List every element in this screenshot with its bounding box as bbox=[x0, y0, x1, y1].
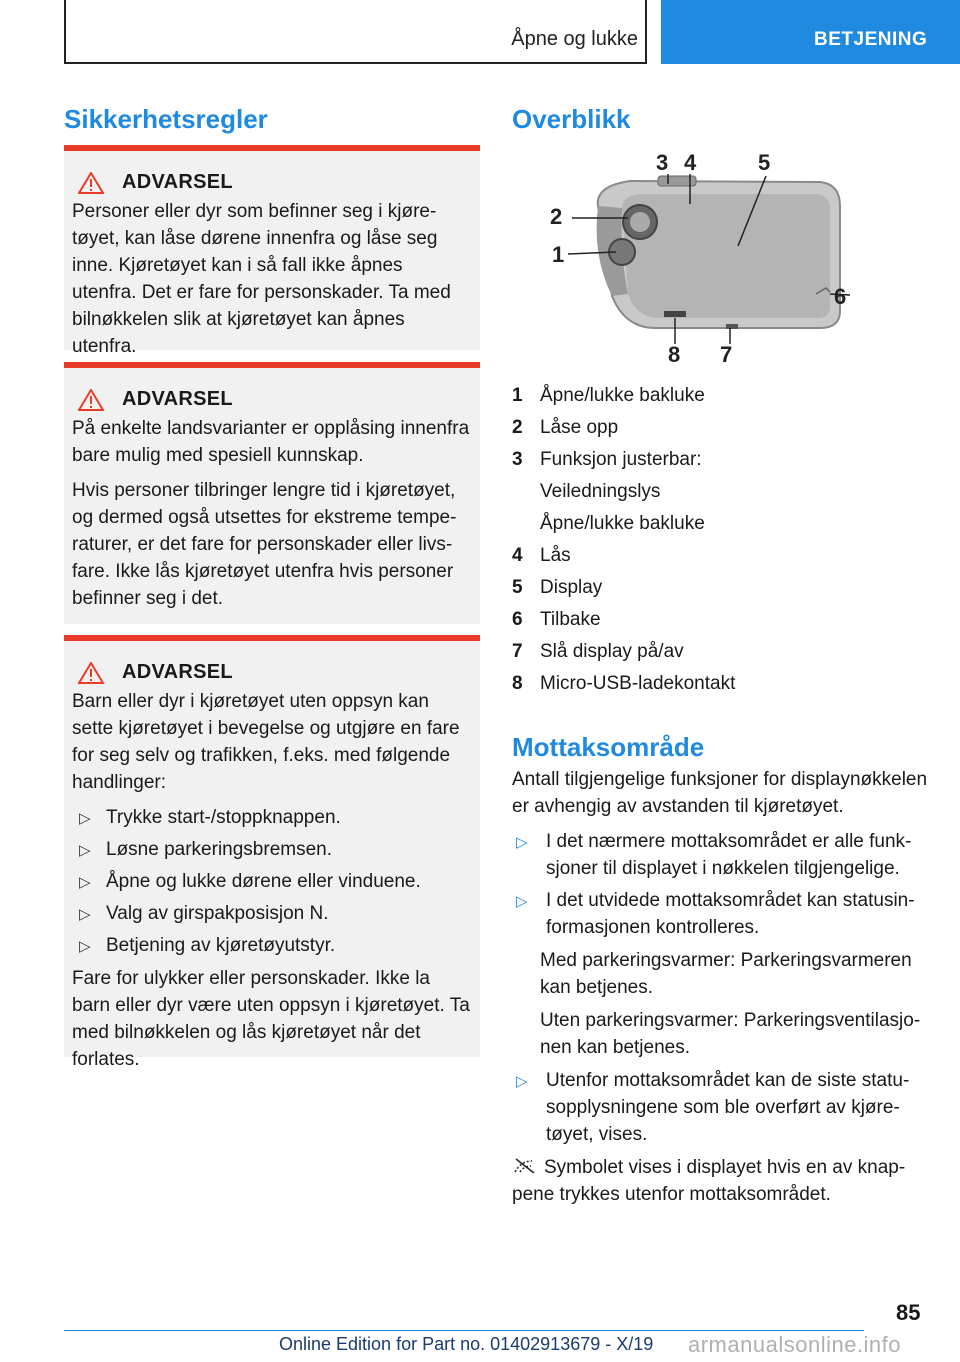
footer-edition: Online Edition for Part no. 01402913679 - X/19 bbox=[279, 1334, 654, 1354]
display-key-illustration bbox=[540, 146, 850, 372]
warning-title: ADVARSEL bbox=[122, 171, 233, 193]
range-list bbox=[512, 828, 932, 941]
warning-title: ADVARSEL bbox=[122, 661, 233, 683]
legend-item: 3 Funksjon justerbar: bbox=[512, 449, 702, 470]
list-item: ▷ Åpne og lukke dørene eller vinduene. bbox=[72, 868, 470, 895]
legend-item: 2 Låse opp bbox=[512, 417, 619, 438]
warning-box-3 bbox=[64, 635, 480, 1070]
figure-legend bbox=[512, 380, 932, 700]
legend-item: 1 Åpne/lukke bakluke bbox=[512, 385, 705, 406]
list-item: ▷ Valg av girspakposisjon N. bbox=[72, 900, 470, 927]
warning-title: ADVARSEL bbox=[122, 388, 233, 410]
header-chapter-title: BETJENING bbox=[814, 29, 928, 50]
triangle-bullet-icon: ▷ bbox=[516, 834, 528, 851]
section-heading-overview: Overblikk bbox=[512, 104, 631, 134]
warning-text: Hvis personer tilbringer lengre tid i kjøretøyet, og dermed også utsettes for ekstreme temperaturer, er det fare for personskader eller livsfare. Ikke lås kjøretøyet utenfra hvis personer befinner seg i det. bbox=[72, 480, 457, 609]
figure-label-8: 8 bbox=[668, 342, 681, 367]
triangle-bullet-icon: ▷ bbox=[79, 842, 91, 859]
reception-range-content bbox=[512, 766, 932, 1208]
triangle-bullet-icon: ▷ bbox=[79, 906, 91, 923]
no-signal-icon bbox=[512, 1157, 540, 1175]
triangle-bullet-icon: ▷ bbox=[79, 874, 91, 891]
triangle-bullet-icon: ▷ bbox=[516, 1073, 528, 1090]
range-list-cont bbox=[512, 1067, 932, 1148]
list-subitem: Med parkeringsvarmer: Parkeringsvarmeren kan betjenes. bbox=[540, 950, 912, 998]
list-item: ▷ Betjening av kjøretøyutstyr. bbox=[72, 932, 470, 959]
watermark: armanualsonline.info bbox=[688, 1332, 902, 1357]
figure-label-3: 3 bbox=[656, 150, 669, 175]
legend-item: 4 Lås bbox=[512, 545, 571, 566]
figure-label-2: 2 bbox=[550, 204, 563, 229]
warning-actions-list bbox=[72, 804, 470, 959]
list-subitem: Uten parkeringsvarmer: Parkeringsventilasjonen kan betjenes. bbox=[540, 1010, 921, 1058]
triangle-bullet-icon: ▷ bbox=[79, 810, 91, 827]
warning-triangle-icon bbox=[78, 389, 104, 411]
figure-label-1: 1 bbox=[552, 242, 565, 267]
figure-label-5: 5 bbox=[758, 150, 771, 175]
list-item: ▷ I det nærmere mottaksområdet er alle funksjoner til displayet i nøkkelen tilgjengelige. bbox=[516, 831, 912, 879]
warning-triangle-icon bbox=[78, 172, 104, 194]
list-item: ▷ I det utvidede mottaksområdet kan statusinformasjonen kontrolleres. bbox=[516, 890, 915, 938]
legend-subitem: Veiledningslys bbox=[540, 481, 661, 502]
warning-triangle-icon bbox=[78, 662, 104, 684]
legend-item: 8 Micro-USB-ladekontakt bbox=[512, 673, 736, 694]
figure-label-4: 4 bbox=[684, 150, 697, 175]
symbol-note: Symbolet vises i displayet hvis en av knappene trykkes utenfor mottaksområdet. bbox=[512, 1157, 906, 1205]
legend-subitem: Åpne/lukke bakluke bbox=[540, 513, 705, 534]
legend-item: 6 Tilbake bbox=[512, 609, 601, 630]
warning-box-2 bbox=[64, 362, 480, 624]
warning-box-1 bbox=[64, 145, 480, 357]
section-heading-safety: Sikkerhetsregler bbox=[64, 104, 268, 134]
intro-text: Antall tilgjengelige funksjoner for displaynøkkelen er avhengig av avstanden til kjøretøyet. bbox=[512, 769, 928, 817]
warning-text: Fare for ulykker eller personskader. Ikke la barn eller dyr være uten oppsyn i kjøretøyet. Ta med bilnøkkelen og lås kjøretøyet når det forlates. bbox=[72, 968, 470, 1070]
list-item: ▷ Løsne parkeringsbremsen. bbox=[72, 836, 470, 863]
warning-text: På enkelte landsvarianter er opplåsing innenfra bare mulig med spesiell kunnskap. bbox=[72, 418, 470, 466]
figure-label-6: 6 bbox=[834, 284, 847, 309]
triangle-bullet-icon: ▷ bbox=[516, 893, 528, 910]
footer-divider bbox=[64, 1330, 864, 1331]
triangle-bullet-icon: ▷ bbox=[79, 938, 91, 955]
header-section-title: Åpne og lukke bbox=[511, 28, 638, 50]
legend-item: 7 Slå display på/av bbox=[512, 641, 684, 662]
list-item: ▷ Trykke start-/stoppknappen. bbox=[72, 804, 470, 831]
legend-item: 5 Display bbox=[512, 577, 603, 598]
page-number: 85 bbox=[896, 1300, 921, 1325]
warning-text: Barn eller dyr i kjøretøyet uten oppsyn kan sette kjøretøyet i bevegelse og utgjøre en fare for seg selv og trafikken, f.eks. med følgende handlinger: bbox=[72, 691, 460, 793]
warning-text: Personer eller dyr som befinner seg i kjøretøyet, kan låse dørene innenfra og låse seg inne. Kjøretøyet kan i så fall ikke åpnes utenfra. Det er fare for personskader. Ta med bilnøkkelen slik at kjøretøyet kan åpnes utenfra. bbox=[72, 201, 451, 357]
list-item: ▷ Utenfor mottaksområdet kan de siste statusopplysningene som ble overført av kjøretøyet, vises. bbox=[516, 1070, 910, 1145]
section-heading-reception-range: Mottaksområde bbox=[512, 732, 705, 762]
figure-label-7: 7 bbox=[720, 342, 733, 367]
